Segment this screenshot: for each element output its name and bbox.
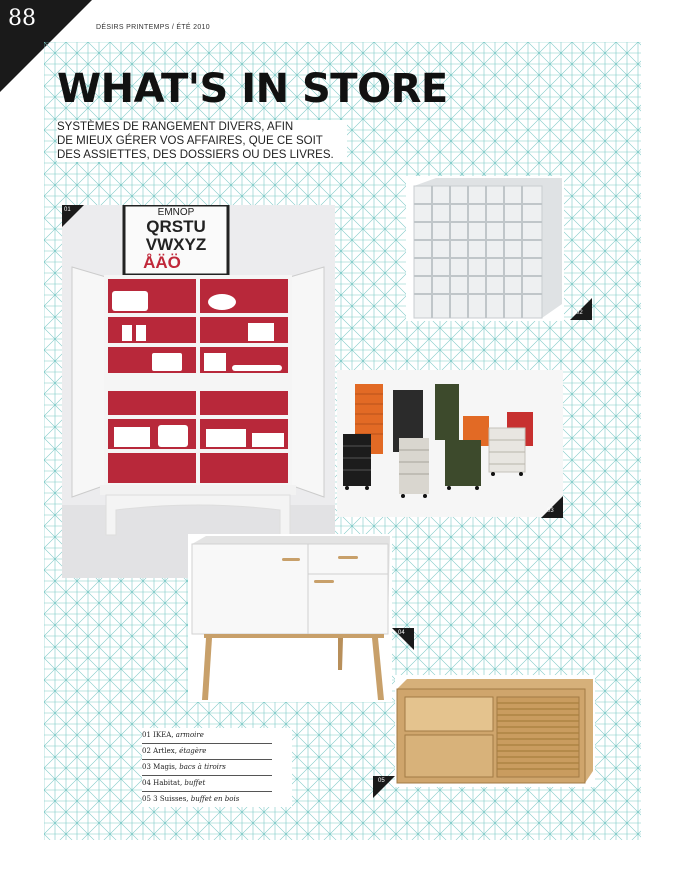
credit-num: 03 bbox=[142, 763, 151, 771]
credit-num: 01 bbox=[142, 731, 151, 739]
photo-02-shelf bbox=[406, 176, 564, 321]
credit-desc: buffet en bois bbox=[190, 795, 240, 803]
shelf-image bbox=[406, 176, 564, 321]
photo-number: 02 bbox=[576, 310, 583, 316]
credit-desc: armoire bbox=[175, 731, 204, 739]
credit-desc: bacs à tiroirs bbox=[179, 763, 226, 771]
intro-line: DE MIEUX GÉRER VOS AFFAIRES, QUE CE SOIT bbox=[57, 135, 323, 147]
photo-number: 04 bbox=[398, 630, 405, 636]
credit-item bbox=[142, 744, 272, 760]
photo-number: 01 bbox=[64, 207, 71, 213]
page-title: WHAT'S IN STORE bbox=[57, 66, 448, 112]
credit-item bbox=[142, 760, 272, 776]
wood-sideboard-image bbox=[395, 675, 595, 787]
intro-text bbox=[57, 120, 347, 162]
credit-item bbox=[142, 728, 272, 744]
credit-desc: buffet bbox=[184, 779, 206, 787]
photo-number: 05 bbox=[378, 778, 385, 784]
photo-01-wardrobe bbox=[62, 205, 335, 578]
photo-03-drawers bbox=[337, 370, 563, 517]
intro-line: SYSTÈMES DE RANGEMENT DIVERS, AFIN bbox=[57, 121, 294, 133]
poster-line: ÅÄÖ bbox=[143, 253, 181, 272]
page-number: 88 bbox=[8, 6, 36, 31]
photo-04-sideboard bbox=[188, 534, 392, 702]
credit-num: 02 bbox=[142, 747, 151, 755]
credit-brand: Magis, bbox=[153, 763, 178, 771]
credit-item bbox=[142, 792, 272, 807]
credit-desc: étagère bbox=[179, 747, 207, 755]
credit-num: 05 bbox=[142, 795, 151, 803]
credit-brand: IKEA, bbox=[153, 731, 174, 739]
credits-list bbox=[142, 728, 292, 807]
credit-brand: Habitat, bbox=[153, 779, 183, 787]
photo-05-wood-sideboard bbox=[395, 675, 595, 787]
photo-number: 03 bbox=[547, 508, 554, 514]
poster-line: VWXYZ bbox=[145, 235, 207, 254]
poster-line: QRSTU bbox=[146, 217, 206, 236]
wardrobe-image bbox=[62, 205, 335, 578]
intro-line: DES ASSIETTES, DES DOSSIERS OU DES LIVRES. bbox=[57, 149, 334, 161]
drawers-image bbox=[337, 370, 563, 517]
credit-item bbox=[142, 776, 272, 792]
credit-num: 04 bbox=[142, 779, 151, 787]
poster-line: EMNOP bbox=[157, 207, 195, 218]
photo-badge-02 bbox=[570, 298, 592, 320]
running-head: DÉSIRS PRINTEMPS / ÉTÉ 2010 bbox=[96, 24, 210, 31]
credit-brand: Artlex, bbox=[153, 747, 177, 755]
credit-brand: 3 Suisses, bbox=[153, 795, 189, 803]
sideboard-image bbox=[188, 534, 392, 702]
photo-badge-03 bbox=[541, 496, 563, 518]
